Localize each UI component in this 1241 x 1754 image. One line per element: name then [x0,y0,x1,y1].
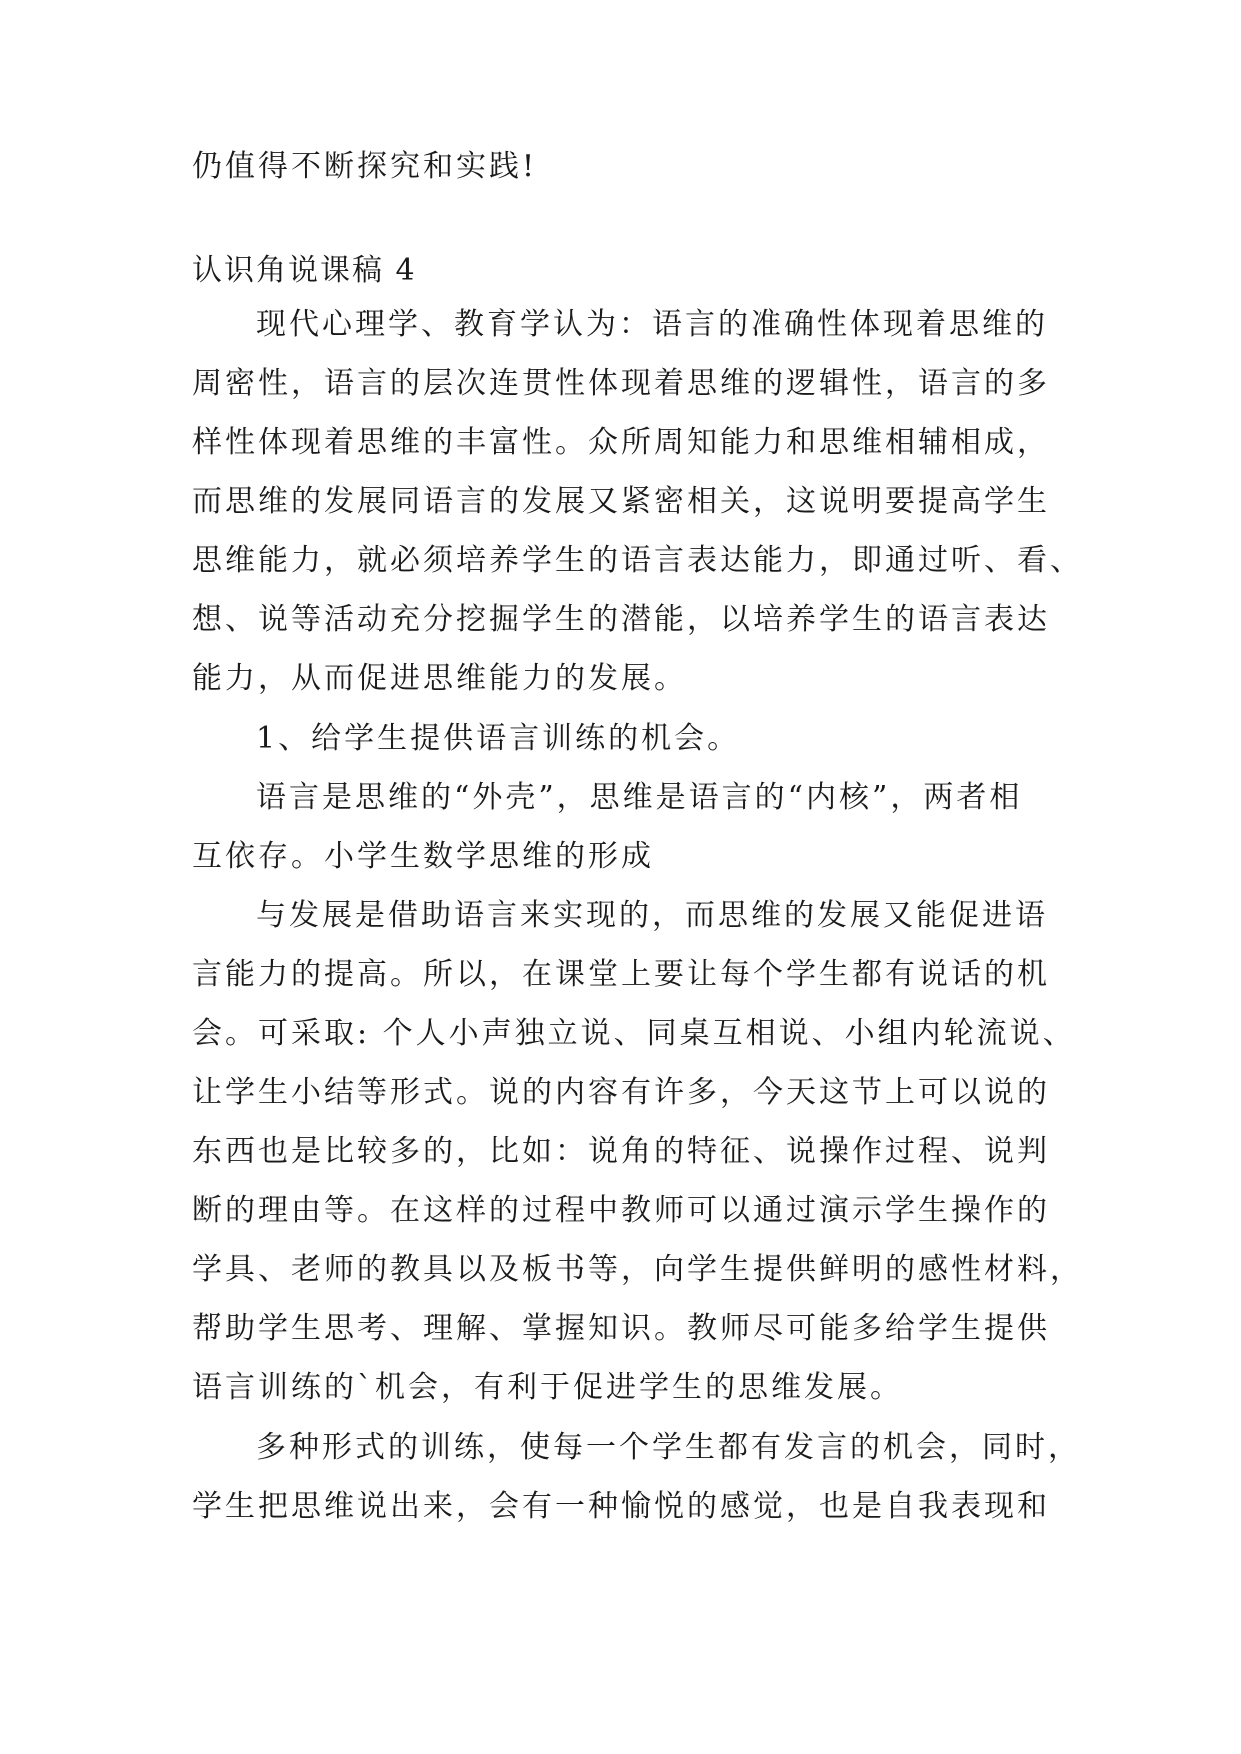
paragraph-4 [192,886,1083,1417]
text-line: 互依存。小学生数学思维的形成 [192,839,654,874]
text-line: 东西也是比较多的，比如：说角的特征、说操作过程、说判 [192,1134,1050,1169]
text-line: 言能力的提高。所以，在课堂上要让每个学生都有说话的机 [192,957,1050,992]
paragraph-3 [192,768,1052,886]
text-line: 断的理由等。在这样的过程中教师可以通过演示学生操作的 [192,1193,1050,1228]
text-line: 能力，从而促进思维能力的发展。 [192,661,687,696]
text-line: 学具、老师的教具以及板书等，向学生提供鲜明的感性材料， [192,1252,1083,1287]
text-line: 现代心理学、教育学认为：语言的准确性体现着思维的 [256,307,1048,342]
intro-paragraph [192,137,1052,196]
text-line: 周密性，语言的层次连贯性体现着思维的逻辑性，语言的多 [192,366,1050,401]
text-line: 语言是思维的“外壳”，思维是语言的“内核”，两者相 [256,780,1023,815]
text-line: 学生把思维说出来，会有一种愉悦的感觉，也是自我表现和 [192,1489,1050,1524]
text-line: 样性体现着思维的丰富性。众所周知能力和思维相辅相成， [192,425,1050,460]
text-line: 会。可采取: 个人小声独立说、同桌互相说、小组内轮流说、 [192,1016,1076,1051]
text-line: 语言训练的`机会，有利于促进学生的思维发展。 [192,1370,903,1405]
section-title: 认识角说课稿 4 [192,253,417,288]
paragraph-5 [192,1418,1081,1536]
text-line: 让学生小结等形式。说的内容有许多，今天这节上可以说的 [192,1075,1050,1110]
text-line: 多种形式的训练，使每一个学生都有发言的机会，同时， [256,1430,1081,1465]
text-line: 思维能力，就必须培养学生的语言表达能力，即通过听、看、 [192,543,1083,578]
text-line: 1、给学生提供语言训练的机会。 [256,721,741,756]
text-line: 与发展是借助语言来实现的，而思维的发展又能促进语 [256,898,1048,933]
paragraph-1 [192,295,1083,708]
text-line: 帮助学生思考、理解、掌握知识。教师尽可能多给学生提供 [192,1311,1050,1346]
text-line: 想、说等活动充分挖掘学生的潜能，以培养学生的语言表达 [192,602,1050,637]
text-line: 仍值得不断探究和实践! [192,149,538,184]
text-line: 而思维的发展同语言的发展又紧密相关，这说明要提高学生 [192,484,1050,519]
paragraph-2 [192,709,1052,768]
